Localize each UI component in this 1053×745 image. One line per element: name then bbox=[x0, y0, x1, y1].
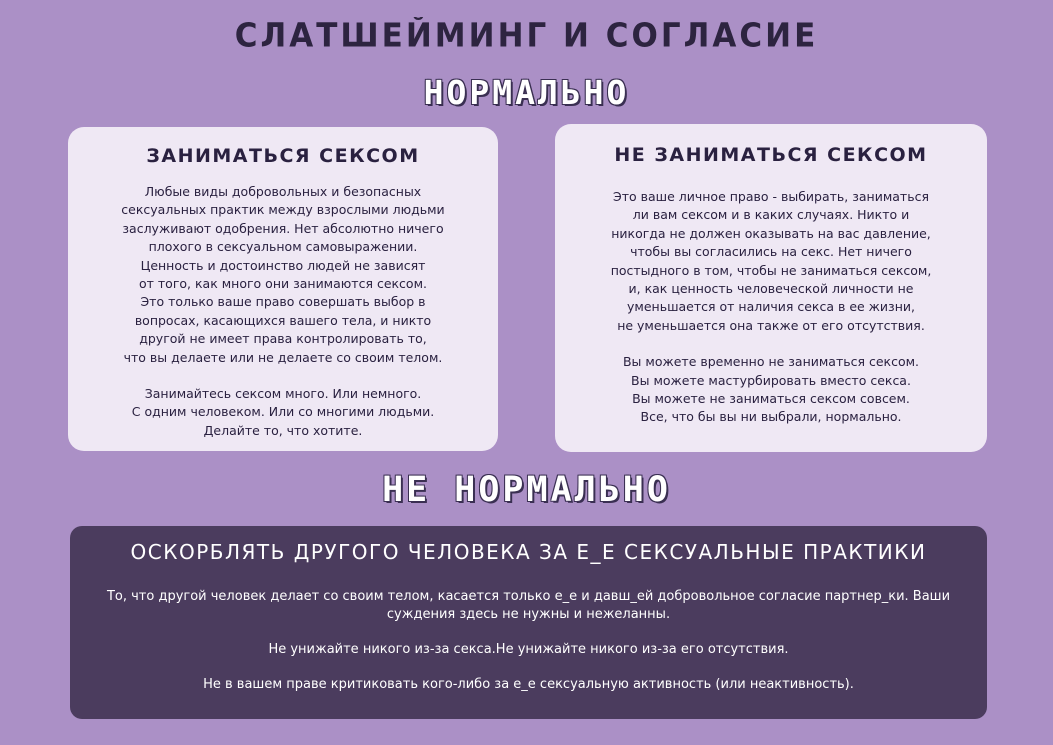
card-no-sex-title: НЕ ЗАНИМАТЬСЯ СЕКСОМ bbox=[614, 144, 928, 166]
text-line: вопросах, касающихся вашего тела, и никто bbox=[134, 312, 432, 328]
text-line: Все, что бы вы ни выбрали, нормально. bbox=[640, 409, 902, 425]
text-line: Вы можете не заниматься сексом совсем. bbox=[632, 391, 910, 407]
paragraph-gap bbox=[555, 335, 987, 353]
text-line: Любые виды добровольных и безопасных bbox=[144, 184, 422, 199]
card-have-sex-body bbox=[68, 183, 498, 440]
text-line: Это ваше личное право - выбирать, заниматься bbox=[613, 189, 929, 204]
text-line: сексуальных практик между взрослыми людьми bbox=[121, 202, 445, 218]
text-line: никогда не должен оказывать на вас давление, bbox=[611, 225, 931, 241]
text-line: от того, как много они занимаются сексом. bbox=[139, 276, 427, 292]
card-no-sex bbox=[555, 124, 987, 452]
card-slutshaming-text-3: Не в вашем праве критиковать кого-либо за е_е сексуальную активность (или неактивность). bbox=[203, 677, 854, 692]
text-line: Это только ваше право совершать выбор в bbox=[140, 294, 426, 310]
card-slutshaming-title: ОСКОРБЛЯТЬ ДРУГОГО ЧЕЛОВЕКА ЗА Е_Е СЕКСУАЛЬНЫЕ ПРАКТИКИ bbox=[130, 540, 927, 564]
card-have-sex-title: ЗАНИМАТЬСЯ СЕКСОМ bbox=[146, 145, 420, 167]
text-line: заслуживают одобрения. Нет абсолютно ничего bbox=[122, 220, 444, 236]
not-ok-heading: НЕ НОРМАЛЬНО bbox=[382, 470, 671, 510]
text-line: Делайте то, что хотите. bbox=[203, 422, 363, 438]
text-line: уменьшается от наличия секса в ее жизни, bbox=[627, 299, 915, 315]
card-slutshaming-text-2: Не унижайте никого из-за секса.Не унижайте никого из-за его отсутствия. bbox=[268, 642, 789, 657]
text-line: плохого в сексуальном самовыражении. bbox=[148, 239, 418, 255]
text-line: чтобы вы согласились на секс. Нет ничего bbox=[630, 244, 912, 260]
text-line: постыдного в том, чтобы не заниматься сексом, bbox=[610, 262, 932, 278]
page-title: СЛАТШЕЙМИНГ И СОГЛАСИЕ bbox=[234, 17, 819, 55]
paragraph-gap bbox=[68, 367, 498, 385]
text-line: ли вам сексом и в каких случаях. Никто и bbox=[632, 207, 910, 223]
card-slutshaming-text-1: То, что другой человек делает со своим телом, касается только е_е и давш_ей добровольное согласие партнер_ки. Ваши суждения здесь не нужны и нежеланны. bbox=[106, 589, 951, 622]
card-have-sex bbox=[68, 127, 498, 451]
card-no-sex-body bbox=[555, 188, 987, 427]
text-line: Ценность и достоинство людей не зависят bbox=[140, 257, 426, 273]
text-line: Вы можете временно не заниматься сексом. bbox=[622, 354, 920, 370]
text-line: что вы делаете или не делаете со своим телом. bbox=[123, 349, 443, 365]
ok-heading: НОРМАЛЬНО bbox=[423, 73, 630, 112]
text-line: Занимайтесь сексом много. Или немного. bbox=[144, 386, 422, 402]
text-line: Вы можете мастурбировать вместо секса. bbox=[631, 372, 911, 388]
text-line: другой не имеет права контролировать то, bbox=[139, 331, 427, 347]
text-line: не уменьшается она также от его отсутствия. bbox=[617, 317, 925, 333]
text-line: С одним человеком. Или со многими людьми. bbox=[131, 404, 435, 420]
text-line: и, как ценность человеческой личности не bbox=[628, 281, 914, 297]
card-slutshaming bbox=[70, 526, 987, 719]
